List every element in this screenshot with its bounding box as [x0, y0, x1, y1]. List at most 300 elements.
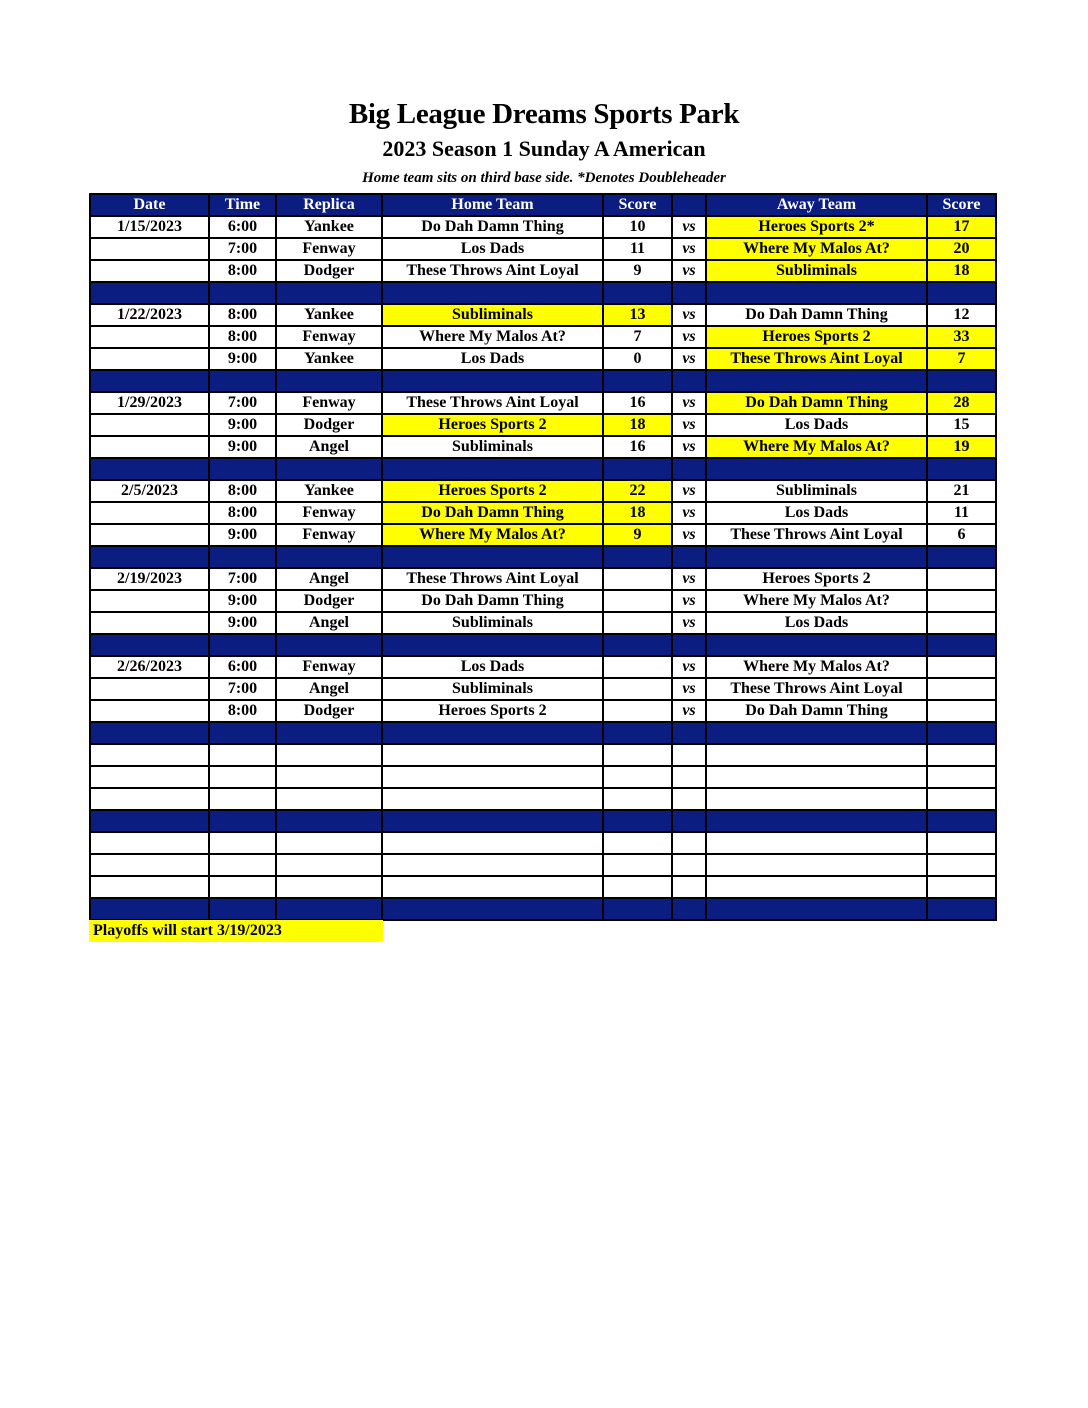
empty-cell — [209, 744, 276, 766]
empty-cell — [209, 788, 276, 810]
vs-cell: vs — [672, 392, 706, 414]
home-team-cell: Subliminals — [382, 612, 603, 634]
page-title: Big League Dreams Sports Park — [348, 98, 740, 130]
empty-cell — [276, 854, 382, 876]
game-row — [90, 216, 996, 238]
separator-row — [90, 546, 996, 568]
vs-cell: vs — [672, 436, 706, 458]
empty-cell — [276, 744, 382, 766]
empty-row — [90, 876, 996, 898]
separator-cell — [209, 282, 276, 304]
empty-cell — [90, 876, 209, 898]
empty-cell — [90, 788, 209, 810]
separator-cell — [672, 458, 706, 480]
separator-cell — [672, 898, 706, 920]
separator-cell — [276, 282, 382, 304]
time-cell: 9:00 — [209, 436, 276, 458]
vs-cell: vs — [672, 568, 706, 590]
separator-row — [90, 282, 996, 304]
replica-cell: Fenway — [276, 656, 382, 678]
time-cell: 7:00 — [209, 568, 276, 590]
separator-cell — [706, 458, 927, 480]
time-cell: 8:00 — [209, 502, 276, 524]
separator-cell — [209, 898, 276, 920]
vs-cell: vs — [672, 590, 706, 612]
home-score-cell — [603, 678, 672, 700]
vs-cell: vs — [672, 326, 706, 348]
separator-cell — [927, 810, 996, 832]
replica-cell: Fenway — [276, 502, 382, 524]
empty-cell — [603, 788, 672, 810]
vs-cell: vs — [672, 260, 706, 282]
away-team-cell: These Throws Aint Loyal — [706, 348, 927, 370]
away-team-cell: Heroes Sports 2 — [706, 568, 927, 590]
home-team-cell: Do Dah Damn Thing — [382, 502, 603, 524]
empty-cell — [672, 788, 706, 810]
separator-cell — [209, 458, 276, 480]
separator-cell — [706, 546, 927, 568]
date-cell: 1/15/2023 — [90, 216, 209, 238]
game-row — [90, 700, 996, 722]
time-cell: 8:00 — [209, 480, 276, 502]
time-cell: 9:00 — [209, 414, 276, 436]
separator-cell — [603, 810, 672, 832]
separator-cell — [603, 898, 672, 920]
replica-cell: Yankee — [276, 348, 382, 370]
separator-cell — [276, 370, 382, 392]
date-cell — [90, 502, 209, 524]
vs-cell: vs — [672, 612, 706, 634]
away-team-cell: Do Dah Damn Thing — [706, 304, 927, 326]
separator-cell — [603, 370, 672, 392]
game-row — [90, 612, 996, 634]
replica-cell: Fenway — [276, 238, 382, 260]
table-header-row — [90, 194, 996, 216]
empty-row — [90, 788, 996, 810]
home-team-cell: Subliminals — [382, 678, 603, 700]
date-cell: 1/22/2023 — [90, 304, 209, 326]
separator-cell — [672, 282, 706, 304]
home-score-cell: 10 — [603, 216, 672, 238]
home-score-cell: 16 — [603, 392, 672, 414]
empty-cell — [927, 832, 996, 854]
home-score-cell — [603, 656, 672, 678]
col-header-away-score: Score — [927, 194, 996, 216]
empty-cell — [382, 744, 603, 766]
separator-cell — [209, 810, 276, 832]
page-note: Home team sits on third base side. *Denotes Doubleheader — [362, 170, 726, 186]
separator-cell — [382, 370, 603, 392]
replica-cell: Dodger — [276, 700, 382, 722]
separator-cell — [276, 898, 382, 920]
home-score-cell: 13 — [603, 304, 672, 326]
away-team-cell: Heroes Sports 2* — [706, 216, 927, 238]
empty-cell — [706, 876, 927, 898]
vs-cell: vs — [672, 348, 706, 370]
date-cell — [90, 612, 209, 634]
empty-cell — [382, 832, 603, 854]
separator-cell — [672, 634, 706, 656]
separator-cell — [927, 722, 996, 744]
replica-cell: Yankee — [276, 216, 382, 238]
empty-cell — [927, 788, 996, 810]
separator-cell — [90, 282, 209, 304]
separator-cell — [927, 458, 996, 480]
date-cell — [90, 414, 209, 436]
separator-cell — [927, 282, 996, 304]
away-team-cell: Where My Malos At? — [706, 590, 927, 612]
date-cell — [90, 678, 209, 700]
replica-cell: Yankee — [276, 480, 382, 502]
time-cell: 8:00 — [209, 260, 276, 282]
time-cell: 7:00 — [209, 238, 276, 260]
away-team-cell: Where My Malos At? — [706, 656, 927, 678]
empty-row — [90, 744, 996, 766]
separator-row — [90, 898, 996, 920]
empty-cell — [927, 744, 996, 766]
time-cell: 6:00 — [209, 656, 276, 678]
date-cell: 2/26/2023 — [90, 656, 209, 678]
game-row — [90, 260, 996, 282]
vs-cell: vs — [672, 480, 706, 502]
separator-cell — [706, 370, 927, 392]
separator-cell — [90, 634, 209, 656]
separator-cell — [927, 546, 996, 568]
home-team-cell: Where My Malos At? — [382, 326, 603, 348]
home-team-cell: These Throws Aint Loyal — [382, 392, 603, 414]
away-score-cell: 21 — [927, 480, 996, 502]
away-team-cell: Los Dads — [706, 502, 927, 524]
time-cell: 6:00 — [209, 216, 276, 238]
separator-cell — [276, 810, 382, 832]
date-cell — [90, 348, 209, 370]
separator-cell — [672, 546, 706, 568]
separator-row — [90, 458, 996, 480]
game-row — [90, 524, 996, 546]
empty-cell — [603, 832, 672, 854]
empty-cell — [382, 766, 603, 788]
vs-cell: vs — [672, 524, 706, 546]
away-score-cell — [927, 656, 996, 678]
col-header-vs — [672, 194, 706, 216]
replica-cell: Fenway — [276, 392, 382, 414]
separator-cell — [209, 722, 276, 744]
game-row — [90, 304, 996, 326]
vs-cell: vs — [672, 414, 706, 436]
home-team-cell: Heroes Sports 2 — [382, 700, 603, 722]
empty-cell — [276, 766, 382, 788]
separator-cell — [90, 810, 209, 832]
col-header-away-team: Away Team — [706, 194, 927, 216]
empty-cell — [603, 744, 672, 766]
separator-cell — [90, 898, 209, 920]
separator-cell — [90, 370, 209, 392]
home-score-cell: 18 — [603, 414, 672, 436]
empty-cell — [603, 766, 672, 788]
empty-cell — [276, 876, 382, 898]
replica-cell: Yankee — [276, 304, 382, 326]
separator-row — [90, 634, 996, 656]
separator-cell — [90, 458, 209, 480]
game-row — [90, 678, 996, 700]
empty-cell — [672, 744, 706, 766]
replica-cell: Angel — [276, 568, 382, 590]
home-score-cell: 11 — [603, 238, 672, 260]
empty-cell — [209, 832, 276, 854]
replica-cell: Dodger — [276, 260, 382, 282]
empty-cell — [90, 832, 209, 854]
replica-cell: Dodger — [276, 590, 382, 612]
empty-cell — [672, 766, 706, 788]
empty-cell — [382, 788, 603, 810]
time-cell: 8:00 — [209, 700, 276, 722]
time-cell: 7:00 — [209, 392, 276, 414]
empty-cell — [672, 876, 706, 898]
away-score-cell: 19 — [927, 436, 996, 458]
empty-cell — [209, 766, 276, 788]
replica-cell: Fenway — [276, 524, 382, 546]
time-cell: 7:00 — [209, 678, 276, 700]
replica-cell: Dodger — [276, 414, 382, 436]
empty-cell — [706, 854, 927, 876]
game-row — [90, 568, 996, 590]
separator-row — [90, 722, 996, 744]
vs-cell: vs — [672, 238, 706, 260]
vs-cell: vs — [672, 304, 706, 326]
home-team-cell: Do Dah Damn Thing — [382, 590, 603, 612]
empty-cell — [706, 788, 927, 810]
separator-cell — [927, 370, 996, 392]
separator-cell — [706, 722, 927, 744]
home-score-cell: 0 — [603, 348, 672, 370]
empty-cell — [90, 854, 209, 876]
game-row — [90, 414, 996, 436]
empty-cell — [706, 766, 927, 788]
separator-cell — [209, 634, 276, 656]
empty-cell — [209, 854, 276, 876]
separator-cell — [672, 722, 706, 744]
empty-cell — [672, 854, 706, 876]
time-cell: 8:00 — [209, 326, 276, 348]
separator-cell — [603, 282, 672, 304]
date-cell — [90, 436, 209, 458]
schedule-table — [89, 193, 997, 921]
separator-cell — [603, 634, 672, 656]
away-team-cell: These Throws Aint Loyal — [706, 678, 927, 700]
home-team-cell: Where My Malos At? — [382, 524, 603, 546]
separator-cell — [927, 898, 996, 920]
game-row — [90, 392, 996, 414]
separator-cell — [382, 810, 603, 832]
date-cell — [90, 260, 209, 282]
separator-cell — [382, 898, 603, 920]
playoffs-note: Playoffs will start 3/19/2023 — [89, 920, 383, 942]
home-team-cell: Heroes Sports 2 — [382, 414, 603, 436]
date-cell: 1/29/2023 — [90, 392, 209, 414]
away-score-cell: 12 — [927, 304, 996, 326]
home-team-cell: These Throws Aint Loyal — [382, 568, 603, 590]
time-cell: 9:00 — [209, 524, 276, 546]
date-cell — [90, 524, 209, 546]
date-cell — [90, 238, 209, 260]
separator-cell — [276, 546, 382, 568]
empty-cell — [927, 854, 996, 876]
separator-cell — [276, 634, 382, 656]
empty-cell — [90, 766, 209, 788]
empty-cell — [382, 854, 603, 876]
empty-cell — [90, 744, 209, 766]
date-cell — [90, 326, 209, 348]
date-cell: 2/5/2023 — [90, 480, 209, 502]
home-score-cell: 9 — [603, 260, 672, 282]
game-row — [90, 326, 996, 348]
empty-cell — [927, 876, 996, 898]
away-team-cell: Do Dah Damn Thing — [706, 392, 927, 414]
replica-cell: Fenway — [276, 326, 382, 348]
away-score-cell: 18 — [927, 260, 996, 282]
empty-cell — [706, 832, 927, 854]
separator-cell — [927, 634, 996, 656]
time-cell: 9:00 — [209, 348, 276, 370]
away-team-cell: Where My Malos At? — [706, 238, 927, 260]
separator-cell — [382, 634, 603, 656]
away-team-cell: Do Dah Damn Thing — [706, 700, 927, 722]
time-cell: 9:00 — [209, 612, 276, 634]
col-header-date: Date — [90, 194, 209, 216]
away-score-cell — [927, 568, 996, 590]
replica-cell: Angel — [276, 678, 382, 700]
game-row — [90, 480, 996, 502]
col-header-time: Time — [209, 194, 276, 216]
home-score-cell: 18 — [603, 502, 672, 524]
home-team-cell: Subliminals — [382, 304, 603, 326]
separator-cell — [276, 722, 382, 744]
empty-row — [90, 832, 996, 854]
separator-cell — [382, 722, 603, 744]
home-team-cell: Subliminals — [382, 436, 603, 458]
away-score-cell — [927, 678, 996, 700]
separator-cell — [209, 370, 276, 392]
away-team-cell: Los Dads — [706, 612, 927, 634]
home-score-cell — [603, 590, 672, 612]
home-team-cell: These Throws Aint Loyal — [382, 260, 603, 282]
game-row — [90, 656, 996, 678]
separator-row — [90, 370, 996, 392]
empty-cell — [927, 766, 996, 788]
away-score-cell: 6 — [927, 524, 996, 546]
home-team-cell: Do Dah Damn Thing — [382, 216, 603, 238]
empty-cell — [672, 832, 706, 854]
empty-cell — [276, 788, 382, 810]
away-score-cell: 20 — [927, 238, 996, 260]
separator-cell — [382, 458, 603, 480]
away-score-cell — [927, 612, 996, 634]
home-score-cell: 22 — [603, 480, 672, 502]
away-team-cell: Where My Malos At? — [706, 436, 927, 458]
empty-cell — [706, 744, 927, 766]
home-score-cell — [603, 568, 672, 590]
col-header-home-score: Score — [603, 194, 672, 216]
empty-cell — [603, 854, 672, 876]
separator-row — [90, 810, 996, 832]
game-row — [90, 238, 996, 260]
vs-cell: vs — [672, 656, 706, 678]
separator-cell — [382, 282, 603, 304]
separator-cell — [706, 898, 927, 920]
separator-cell — [603, 458, 672, 480]
home-score-cell: 7 — [603, 326, 672, 348]
away-score-cell: 17 — [927, 216, 996, 238]
separator-cell — [603, 546, 672, 568]
separator-cell — [706, 634, 927, 656]
away-team-cell: Los Dads — [706, 414, 927, 436]
away-team-cell: Subliminals — [706, 480, 927, 502]
game-row — [90, 502, 996, 524]
separator-cell — [382, 546, 603, 568]
away-score-cell: 7 — [927, 348, 996, 370]
vs-cell: vs — [672, 216, 706, 238]
time-cell: 9:00 — [209, 590, 276, 612]
away-team-cell: Heroes Sports 2 — [706, 326, 927, 348]
home-team-cell: Los Dads — [382, 656, 603, 678]
separator-cell — [672, 370, 706, 392]
away-score-cell: 28 — [927, 392, 996, 414]
home-score-cell — [603, 612, 672, 634]
col-header-home-team: Home Team — [382, 194, 603, 216]
empty-cell — [603, 876, 672, 898]
time-cell: 8:00 — [209, 304, 276, 326]
vs-cell: vs — [672, 700, 706, 722]
empty-cell — [276, 832, 382, 854]
separator-cell — [603, 722, 672, 744]
empty-row — [90, 766, 996, 788]
separator-cell — [90, 722, 209, 744]
separator-cell — [90, 546, 209, 568]
away-score-cell: 33 — [927, 326, 996, 348]
away-score-cell — [927, 700, 996, 722]
separator-cell — [209, 546, 276, 568]
schedule-body — [90, 216, 996, 920]
separator-cell — [672, 810, 706, 832]
separator-cell — [706, 810, 927, 832]
away-score-cell: 11 — [927, 502, 996, 524]
home-score-cell: 16 — [603, 436, 672, 458]
away-score-cell: 15 — [927, 414, 996, 436]
home-team-cell: Heroes Sports 2 — [382, 480, 603, 502]
date-cell: 2/19/2023 — [90, 568, 209, 590]
date-cell — [90, 590, 209, 612]
game-row — [90, 590, 996, 612]
home-score-cell — [603, 700, 672, 722]
separator-cell — [706, 282, 927, 304]
away-score-cell — [927, 590, 996, 612]
away-team-cell: These Throws Aint Loyal — [706, 524, 927, 546]
empty-cell — [209, 876, 276, 898]
page-subtitle: 2023 Season 1 Sunday A American — [382, 136, 706, 161]
replica-cell: Angel — [276, 612, 382, 634]
date-cell — [90, 700, 209, 722]
vs-cell: vs — [672, 678, 706, 700]
empty-cell — [382, 876, 603, 898]
replica-cell: Angel — [276, 436, 382, 458]
home-score-cell: 9 — [603, 524, 672, 546]
vs-cell: vs — [672, 502, 706, 524]
game-row — [90, 348, 996, 370]
home-team-cell: Los Dads — [382, 348, 603, 370]
empty-row — [90, 854, 996, 876]
home-team-cell: Los Dads — [382, 238, 603, 260]
game-row — [90, 436, 996, 458]
